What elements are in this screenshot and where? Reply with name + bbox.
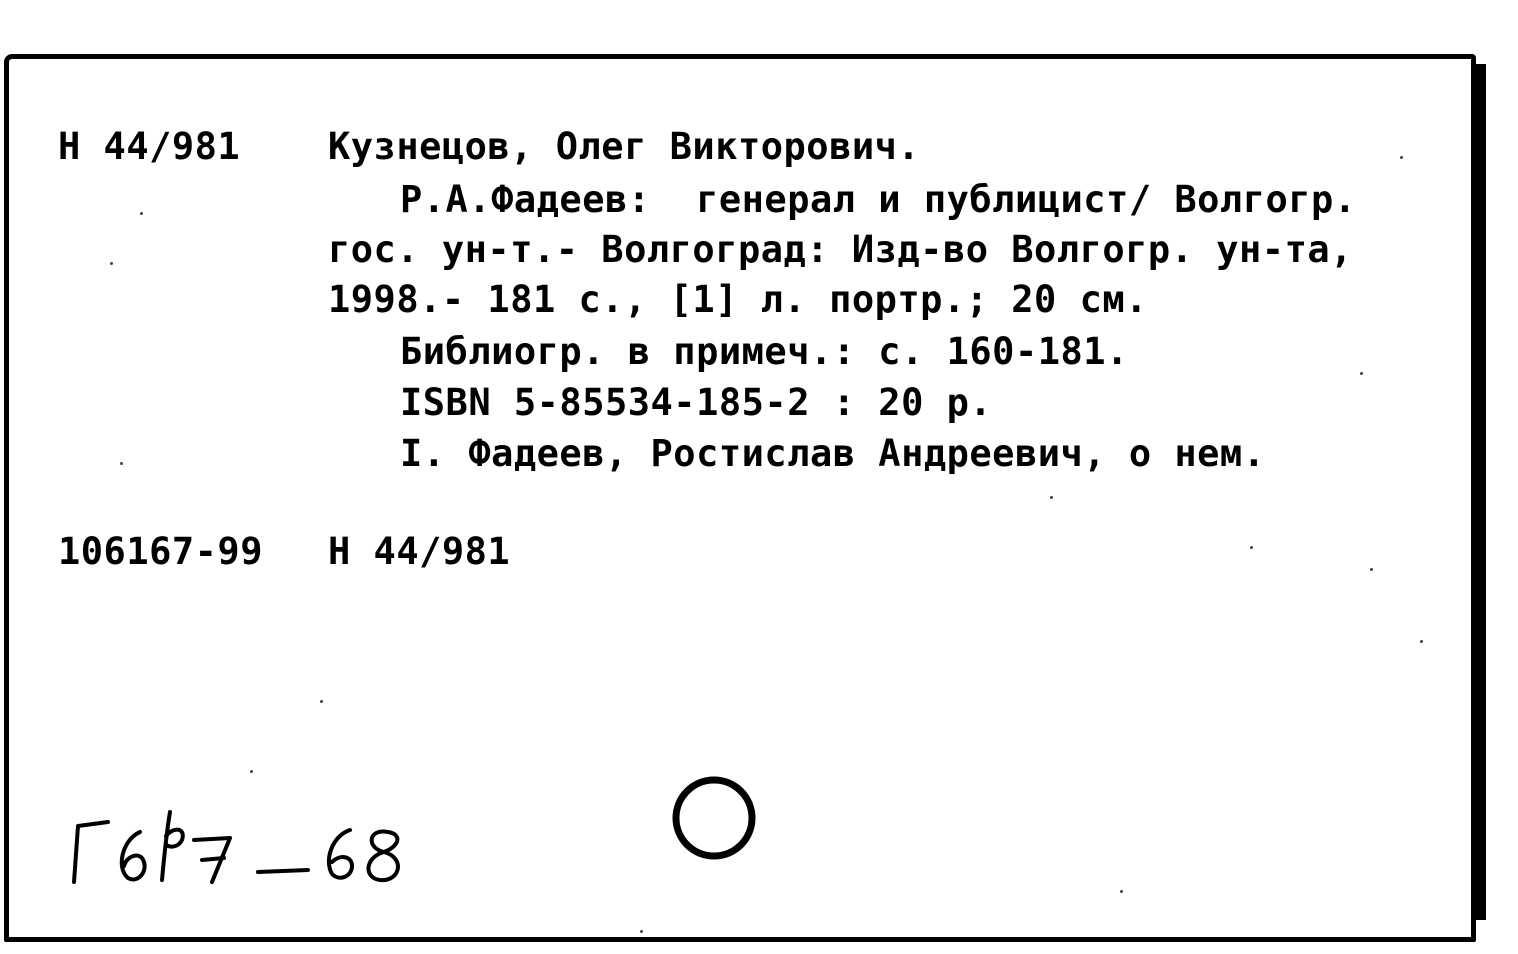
dust-speck (1250, 546, 1253, 549)
bibliography-note-line: Библиогр. в примеч.: с. 160-181. (400, 330, 1129, 373)
shelfmark-bottom: Н 44/981 (328, 530, 511, 573)
dust-speck (140, 212, 143, 215)
dust-speck (1400, 156, 1403, 159)
dust-speck (1120, 890, 1123, 893)
publication-line: гос. ун-т.- Волгоград: Изд-во Волгогр. ун-та, (328, 228, 1353, 271)
dust-speck (640, 930, 643, 933)
dust-speck (320, 700, 323, 703)
dust-speck (1420, 640, 1423, 643)
dust-speck (1370, 568, 1373, 571)
dust-speck (1050, 496, 1053, 499)
title-line: Р.А.Фадеев: генерал и публицист/ Волгогр. (400, 178, 1357, 221)
physical-description-line: 1998.- 181 с., [1] л. портр.; 20 см. (328, 278, 1148, 321)
dust-speck (120, 462, 123, 465)
subject-line: I. Фадеев, Ростислав Андреевич, о нем. (400, 432, 1266, 475)
shelfmark-top: Н 44/981 (58, 125, 241, 168)
card-edge-shadow (1476, 64, 1486, 920)
dust-speck (110, 262, 113, 265)
dust-speck (250, 770, 253, 773)
dust-speck (1360, 372, 1363, 375)
author-heading: Кузнецов, Олег Викторович. (328, 125, 921, 168)
punch-hole (671, 775, 757, 861)
isbn-line: ISBN 5-85534-185-2 : 20 р. (400, 381, 993, 424)
inventory-number: 106167-99 (58, 530, 263, 573)
handwritten-note (62, 796, 422, 906)
